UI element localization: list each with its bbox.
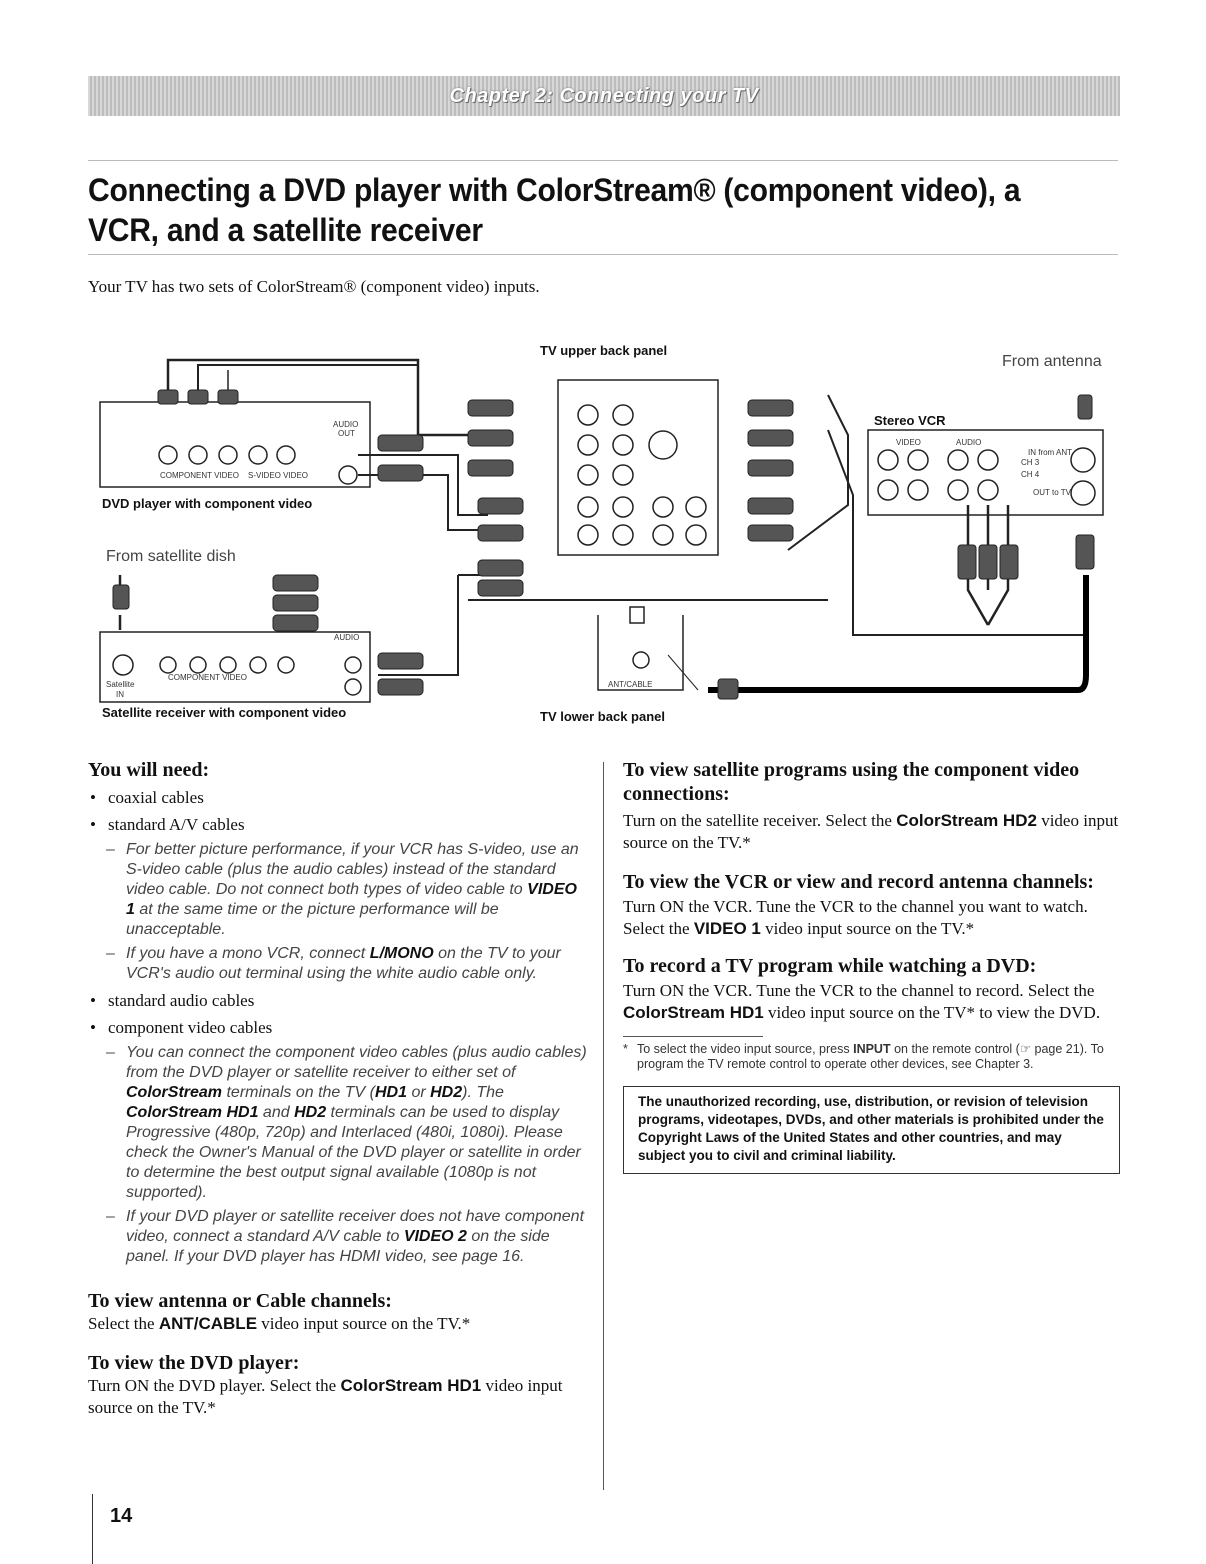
copyright-warning-box: The unauthorized recording, use, distribution, or revision of television programs, videotapes, DVDs, and other materials is prohibited under the Copyright Laws of the United States and other countries, and may subject you to civil and criminal liability. [623,1086,1120,1174]
ant-cable-label: ANT/CABLE [608,680,653,689]
record-heading: To record a TV program while watching a DVD: [623,955,1037,977]
dvd-audio-label: AUDIO [333,420,359,429]
chapter-title: Chapter 2: Connecting your TV [449,84,759,107]
vcr-in-ant-label: IN from ANT [1028,448,1073,457]
connection-diagram [88,335,1118,730]
vcr-heading: To view the VCR or view and record antenna channels: [623,871,1094,893]
record-text: Turn ON the VCR. Tune the VCR to the channel to record. Select the ColorStream HD1 video input source on the TV* to view the DVD. [623,981,1101,1022]
vcr-out-tv-label: OUT to TV [1033,488,1071,497]
satellite-receiver-label: Satellite receiver with component video [102,705,347,720]
stereo-vcr-label: Stereo VCR [874,413,946,428]
page-number: 14 [110,1505,133,1527]
vcr-ch3-label: CH 3 [1021,458,1040,467]
from-satellite-label: From satellite dish [106,548,236,565]
dvd-svideo-label: S-VIDEO VIDEO [248,471,309,480]
dvd-player-label: DVD player with component video [102,496,313,511]
need-item-audio: • standard audio cables [88,990,588,1012]
page-title: Connecting a DVD player with ColorStream® (component video), a VCR, and a satellite receiver [88,172,1021,248]
page-ref-icon: ☞ [1019,1042,1032,1056]
tv-lower-panel-label: TV lower back panel [540,709,665,724]
need-heading: You will need: [88,759,210,781]
vcr-ch4-label: CH 4 [1021,470,1040,479]
satellite-heading: To view satellite programs using the component video connections: [623,759,1080,805]
page-number-rule [92,1494,93,1564]
note-component: – You can connect the component video cables (plus audio cables) from the DVD player or satellite receiver to either set of ColorStream terminals on the TV (HD1 or HD2). The ColorStream HD1 and HD2 terminals can be used to display Progressive (480p, 720p) and Interlaced (480i, 1080i). Please check the Owner's Manual of the DVD player or satellite in order to determine the best output signal available (1080p is not supported). [88,1043,588,1203]
from-antenna-label: From antenna [1002,353,1102,370]
need-item-component: • component video cables [88,1017,588,1039]
note-svideo: – For better picture performance, if your VCR has S-video, use an S-video cable (plus the audio cables) instead of the standard video cable. Do not connect both types of video cable to VIDEO 1 at the same time or the picture performance will be unacceptable. [88,840,588,940]
right-column [623,758,1120,1174]
footnote: * To select the video input source, press INPUT on the remote control (☞ page 21). To program the TV remote control to operate other devices, see Chapter 3. [623,1042,1104,1071]
dvd-out-label: OUT [338,429,355,438]
dvd-text: Turn ON the DVD player. Select the ColorStream HD1 video input source on the TV.* [88,1376,563,1417]
title-rule [88,254,1118,255]
note-mono: – If you have a mono VCR, connect L/MONO on the TV to your VCR's audio out terminal using the white audio cable only. [88,944,588,984]
sat-in-label: IN [116,690,124,699]
column-divider [603,762,604,1490]
left-column [88,758,588,1419]
need-item-coaxial: • coaxial cables [88,787,588,809]
tv-upper-panel-label: TV upper back panel [540,343,668,358]
sat-component-label: COMPONENT VIDEO [168,673,247,682]
footnote-rule [623,1036,763,1037]
antenna-text: Select the ANT/CABLE video input source on the TV.* [88,1314,471,1333]
antenna-heading: To view antenna or Cable channels: [88,1290,392,1312]
vcr-video-label: VIDEO [896,438,921,447]
chapter-banner [88,76,1120,116]
vcr-text: Turn ON the VCR. Tune the VCR to the channel you want to watch. Select the VIDEO 1 video input source on the TV.* [623,897,1088,938]
dvd-component-label: COMPONENT VIDEO [160,471,239,480]
intro-text: Your TV has two sets of ColorStream® (component video) inputs. [88,277,540,296]
sat-input-label: Satellite [106,680,135,689]
top-rule [88,160,1118,161]
sat-audio-label: AUDIO [334,633,360,642]
dvd-heading: To view the DVD player: [88,1352,300,1374]
satellite-text: Turn on the satellite receiver. Select the ColorStream HD2 video input source on the TV.* [623,811,1119,852]
note-no-component: – If your DVD player or satellite receiver does not have component video, connect a standard A/V cable to VIDEO 2 on the side panel. If your DVD player has HDMI video, see page 16. [88,1207,588,1267]
vcr-audio-label: AUDIO [956,438,982,447]
need-item-av: • standard A/V cables [88,814,588,836]
